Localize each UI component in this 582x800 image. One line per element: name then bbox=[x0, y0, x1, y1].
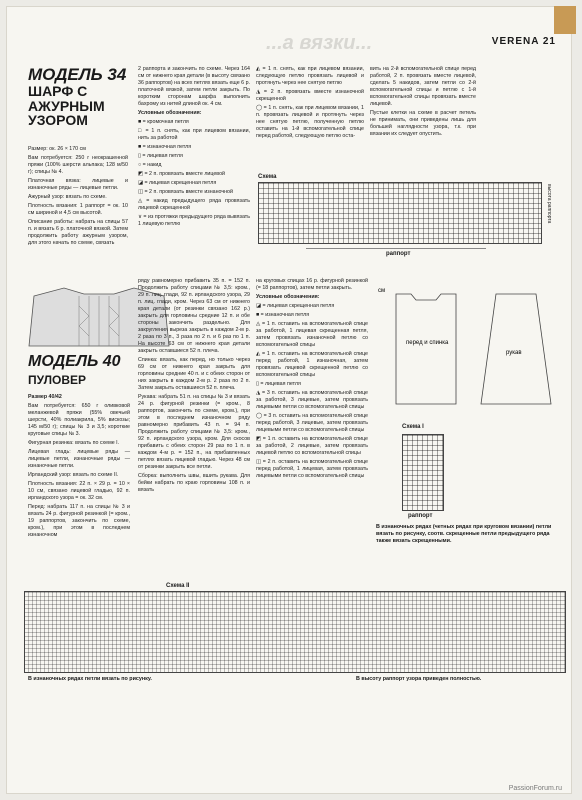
model34-col4: вить на 2-й вспомогательной спице перед работой, 2 п. провязать вместе лицевой, сделать 5 накидов, затем петли со 2-й вспомогательной спицы и петлю с 1-й вспомогательной спицы провязать вместе лицевой. Пустые клетки на схеме в расчет петель не принимать, они приведены лишь для большей наглядности узора, т.к. при вязании их следует опустить. bbox=[370, 66, 476, 137]
model34-title: МОДЕЛЬ 34 ШАРФ С АЖУРНЫМ УЗОРОМ bbox=[28, 65, 127, 129]
lace-schema-chart bbox=[258, 182, 542, 244]
model40-title: МОДЕЛЬ 40 bbox=[28, 353, 121, 370]
schema1-rapport: раппорт bbox=[408, 513, 433, 519]
model34-col1: Размер: ок. 26 × 170 см Вам потребуется: 250 г неокрашенной пряжи (100% шерсти альпака; 128 м/50 г); спицы № 4. Платочная вязка: лицевые и изнаночные ряды — лицевые петли. Ажурный узор: вязать по схеме. Плотность вязания: 1 раппорт = ок. 10 см шириной и 4,5 см высотой. Описание работы: набрать на спицы 57 п. и вязать 6 р. платочной вязкой. Затем продолжить работу ажурным узором, для этого начать по схеме, связать bbox=[28, 146, 128, 246]
pattern-diagram bbox=[376, 284, 566, 414]
model40-subtitle: ПУЛОВЕР bbox=[28, 373, 87, 387]
model34-col3: ◭ = 1 п. снять, как при лицевом вязании, следующую петлю провязать лицевой и протянуть через нее снятую петлю ◮ = 2 п. провязать вместе изнаночной скрещенной ◯ = 1 п. снять, как при лицевом вязании, 1 п. провязать лицевой и протянуть через нее снятую петлю, полученную петлю оставить на 1-й вспомогательной спице перед работой, следующую петлю оста- bbox=[256, 66, 364, 139]
model40-col3: на круговых спицах 16 р. фигурной резинкой (= 18 раппортов), затем петли закрыть. Условные обозначения: ◪ = лицевая скрещенная петля ■ = изнаночная петля ◬ = 1 п. оставить на вспомогательной спице за работой, 1 лицевая скрещенная петля, затем провязать изнаночной петлю со вспомогательной спицы ◭ = 1 п. оставить на вспомогательной спице перед работой, 1 изнаночная, затем провязать лицевой скрещенной петлю со вспомогательной спицы ▯ = лицевая петля ◮ = 3 п. оставить на вспомогательной спице за работой, 3 лицевые, затем провязать лицевыми петли со вспомогательной спицы ◯ = 3 п. оставить на вспомогательной спице перед работой, 3 лицевые, затем провязать лицевыми петли со вспомогательной спицы ◩ = 1 п. оставить на вспомогательной спице за работой, 2 лицевые, затем провязать лицевой петлю со вспомогательной спицы ◫ = 2 п. оставить на вспомогательной спице перед работой, 1 лицевая, затем провязать лицевыми петли со вспомогательной спицы bbox=[256, 278, 368, 479]
schema-label: Схема bbox=[258, 174, 277, 180]
irish-pattern-chart bbox=[24, 591, 566, 673]
rapport-label: раппорт bbox=[386, 251, 411, 257]
rapport-bracket bbox=[306, 248, 486, 249]
rapport-height-label: высота раппорта bbox=[546, 184, 552, 224]
model34-col2: 2 раппорта и закончить по схеме. Через 164 см от нижнего края детали (в высоту связано 36 раппортов) на всех петлях вязать еще 6 р. платочной вязкой, затем петли закрыть. По коротким сторонам шарфа выполнить бахрому из нитей длиной ок. 4 см. Условные обозначения: ■ = кромочная петля □ = 1 п. снять, как при лицевом вязании, нить за работой ■ = изнаночная петля ▯ = лицевая петля ○ = накид ◩ = 2 п. провязать вместе лицевой ◪ = лицевая скрещенная петля ◫ = 2 п. провязать вместе изнаночной ◬ = накид предыдущего ряда провязать лицевой скрещенной ∨ = из протяжки предыдущего ряда вывязать 1 лицевую петлю bbox=[138, 66, 250, 227]
magazine-name: VERENA bbox=[491, 36, 540, 47]
footer-watermark: PassionForum.ru bbox=[508, 785, 562, 792]
ghost-heading: ...а вязки... bbox=[266, 32, 373, 54]
magazine-page bbox=[6, 6, 572, 794]
page-tab bbox=[554, 6, 576, 34]
schema2-label: Схема II bbox=[166, 583, 190, 589]
schema1-chart bbox=[402, 434, 444, 511]
page-header bbox=[492, 36, 556, 47]
page-number: 21 bbox=[542, 36, 556, 47]
diagram-label-cm: см bbox=[378, 288, 386, 294]
schema2-note: В изнаночных рядах петли вязать по рисунку. bbox=[28, 676, 152, 682]
diagram-label-front-back: перед и спинка bbox=[406, 340, 449, 346]
schema2-rapport-note: В высоту раппорт узора приведен полностью. bbox=[356, 676, 482, 682]
schema1-note: В изнаночных рядах (четных рядах при круговом вязании) петли вязать по рисунку, соотв. скрещенные петли предыдущего ряда также вязать скрещенными. bbox=[376, 524, 552, 544]
model40-col1: Размер 40/42 Вам потребуется: 650 г оливковой меланжевой пряжи (55% овечьей шерсти, 40% полиакрила, 5% вискозы; 145 м/50 г); спицы № 3 и 3,5; короткие круговые спицы № 3. Фигурная резинка: вязать по схеме I. Лицевая гладь: лицевые ряды — лицевые петли, изнаночные ряды — изнаночные петли. Ирландский узор: вязать по схеме II. Плотность вязания: 22 п. × 29 р. = 10 × 10 см, связано лицевой гладью, 92 п. ирландского узора = ок. 32 см. Перед: набрать 117 п. на спицы № 3 и вязать 24 р. фигурной резинкой (= кром., 19 раппортов, закончить по схеме, кром.), при этом в последнем изнаночном bbox=[28, 394, 130, 538]
model40-col2: ряду равномерно прибавить 35 п. = 152 п. Продолжить работу спицами № 3,5: кром., 29 п. лиц. глади, 92 п. ирландского узора, 29 п. лиц. глади, кром. Через 63 см от нижнего края детали (от резинки связано 162 р.) закрыть для горловины средние 12 п. и обе стороны закончить раздельно. Для закругления выреза закрыть в каждом 2-м р. 2 раза по 3 п., 3 раза по 2 п. и 6 раз по 1 п. На высоте 63 см от нижнего края детали закрыть оставшиеся 52 п. плеча. Спинка: вязать, как перед, но только через 69 см от нижнего края закрыть для горловины средние 40 п. и с обеих сторон от них закрыть в каждом 2-м р. 2 раза по 2 п. Затем закрыть оставшиеся 52 п. плеча. Рукава: набрать 51 п. на спицы № 3 и вязать 24 р. фигурной резинки (= кром., 8 раппортов, закончить по схеме, кром.), при этом в последнем изнаночном ряду равномерно прибавить 43 п. = 94 п. Продолжить работу спицами № 3,5: кром., 92 п. ирландского узора, кром. Для скосов прибавить с обеих сторон 29 раз по 1 п. в каждом 4-м р. = 152 п., на прибавленных петлях вязать лицевой гладью. Через 48 см от резинки закрыть все петли. Сборка: выполнить швы, вшить рукава. Для бейки набрать по краю горловины 108 п. и вязать bbox=[138, 278, 250, 493]
diagram-label-sleeve: рукав bbox=[506, 350, 522, 356]
schema1-label: Схема I bbox=[402, 424, 424, 430]
